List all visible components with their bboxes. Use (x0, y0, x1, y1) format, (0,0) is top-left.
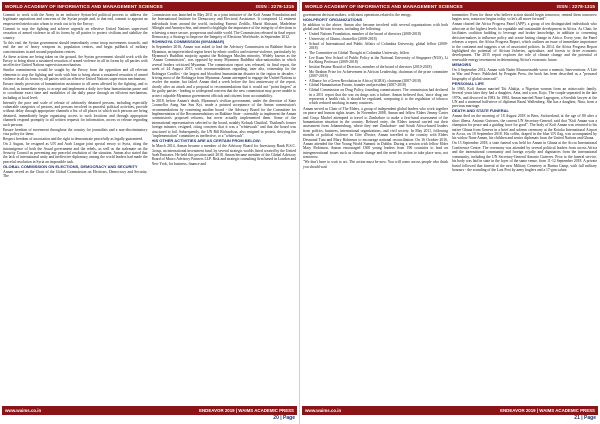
paragraph: Commit to work with the Army in an inclusive Syrian-led political process to address the legitimate aspirations and concerns of the Syrian people and, to that end, commit to appoint an empowered interlocutor whom to reach out to by the Envoy; (3, 13, 148, 26)
list-item: • University of Ghana, chancellor (2008-2018) (303, 37, 448, 41)
column-2 (152, 13, 297, 404)
column-1 (303, 13, 448, 404)
section-heading: ROHINGYA COMMISSION (MYANMAR) (151, 39, 225, 45)
footer-bar (2, 406, 297, 415)
list-item: • Institut Pasteur Board of Directors, member of the board of directors (2010-2018) (303, 65, 448, 69)
journal-name: WORLD ACADEMY OF INFORMATICS AND MANAGEMENT SCIENCES (305, 4, 463, 9)
list-item: • Lee Kuan Yew School of Public Policy at the National University of Singapore (NUS), Li Ka Shing Professor (2009-2018) (303, 56, 448, 65)
paragraph: Annan chaired the Africa Progress Panel (APP), a group of ten distinguished individuals who advocate at the highest levels for equitable and sustainable development in Africa. As Chair, he facilitates coalition building to leverage and broker knowledge, in addition to convening decision-makers to influence policy and create lasting change in Africa. Every year, the Panel releases a report, the Africa Progress Report, which outlines an issue of immediate importance to the continent and suggests a set of associated policies. In 2014, the Africa Progress Report highlighted the potential of African fisheries, agriculture, and forests to drive economic development. The 2015 report explores the role of climate change and the potential of renewable energy investment in determining Africa's economic future. (452, 22, 597, 62)
list-item: • Alliance for a Green Revolution in Africa (AGRA), chairman (2007-2018) (303, 79, 448, 83)
footer-publication: ENDEAVOR 2019 | WAIMS ACADEMIC PRESS (500, 408, 595, 413)
paragraph: Annan died on the morning of 18 August 2018 in Bern, Switzerland, at the age of 80 after a short illness. Antonio Guterres, the current UN Secretary-General, said that "Kofi Annan was a champion for peace and a guiding force for good". The body of Kofi Annan was returned to his native Ghana from Geneva in a brief and solemn ceremony at the Kotoka International Airport in Accra, on 10 September 2018. His coffin, draped in the blue UN flag, was accompanied by his widow Nane Annan, his children and senior diplomats from the United Nations and Ghana. (452, 114, 597, 141)
journal-name: WORLD ACADEMY OF INFORMATICS AND MANAGEMENT SCIENCES (5, 4, 163, 9)
paragraph: Commit to stop the fighting and achieve urgently an effective United Nations supervised cessation of armed violence in all its forms by all parties to protect civilians and stabilize the country. (3, 26, 148, 40)
list-item: • Global Commission on Drug Policy, founding commissioner. The commission had declared in a 2011 report that the war on drugs was a failure. Annan believed that, 'since drug use represents a health risk, it should be regulated, comparing it to the regulation of tobacco which reduced smoking in many countries. (303, 88, 448, 106)
text-columns (303, 13, 597, 404)
paragraph: government decision makers, with most operations related to the energy. (303, 13, 412, 17)
paragraph: "We don't have to wait to act. The action must be now. You will come across people who think you should wait (303, 160, 448, 169)
section-heading: NON-PROFIT ORGANIZATIONS (303, 17, 363, 23)
header-bar (302, 2, 598, 11)
bullet-list (303, 32, 448, 105)
paragraph: Respect freedom of association and the right to demonstrate peacefully as legally guaranteed. (3, 137, 144, 142)
column-2 (452, 13, 597, 404)
paragraph: As these actions are being taken on the ground, the Syrian government should work with the Envoy to bring about a sustained cessation of armed violence in all its forms by all parties with an effective United Nations supervision mechanism. (3, 54, 148, 68)
paragraph: Annan served as the Chair of the Global Commission on Elections, Democracy and Security. The (3, 169, 148, 179)
paragraph: Ensure freedom of movement throughout the country for journalists and a non-discriminatory visa policy for them; (3, 127, 148, 137)
paragraph: To this end, the Syrian government should immediately cease troop movements towards, and end the use of heavy weapons in, population centres, and begin pullback of military concentrations in and around population centres. (3, 40, 148, 54)
paragraph: On 4 September 2012, Annan with Nader Mousavizadeh wrote a memoir, Interventions: A Life in War and Peace. Published by Penguin Press, the book has been described as a "personal biography of global statecraft". (452, 67, 597, 81)
paragraph: On 2 August, he resigned as UN and Arab League joint special envoy to Syria, citing the intransigence of both the Assad government and the rebels, as well as the stalemate on the Security Council as preventing any peaceful resolution of the situation. Annan also stated that the lack of international unity and ineffective diplomacy among the world leaders had made the peaceful resolution in Syria an impossible task. (3, 142, 148, 164)
list-item: • Global Humanitarian Forum, founder and president (2007-2018) (303, 83, 448, 87)
issn: ISSN : 2278-1315 (556, 4, 595, 9)
page-number: 21 | Page (574, 415, 596, 421)
paragraph: Ensure timely provision of humanitarian assistance to all areas affected by the fighting, and to this end, as immediate steps, to accept and implement a daily two-hour humanitarian pause and to coordinate exact time and modalities of the daily pause through an efficient mechanism, including at local level; (3, 82, 148, 100)
paragraph: In addition to the above, Annan also became involved with several organizations with both global and African focuses, including the following: (303, 23, 448, 32)
paragraph: In March 2014, Annan became a member of the Advisory Board for Investcorp Bank B.S.C. Group, an international investment fund, by several strategic worlds listed created by the United Arab Emirates. He held this position until 2018. Annan became member of the Global Advisory Board of Macro Advisory Partners LLP. Risk and strategic consulting firm based in London and New York, for business, finance and (151, 144, 296, 166)
website-link[interactable]: www.waims.co.in (5, 408, 42, 413)
header-bar (2, 2, 297, 11)
section-heading: GLOBAL COMMISSION ON ELECTIONS, DEMOCRACY AND SECURITY (3, 163, 138, 169)
website-link[interactable]: www.waims.co.in (305, 408, 342, 413)
issn: ISSN : 2278-1315 (255, 4, 294, 9)
footer-bar (302, 406, 598, 415)
right-page (300, 0, 600, 424)
paragraph: Commission was launched in May 2011 as a joint initiative of the Kofi Annan Foundation and the International Institute for Democracy and Electoral Assistance. It comprised 12 eminent individuals from around the world, including Ernesto Zedillo, Martti Ahtisaari, Madeleine Albright and Amartya Sen, and aimed to highlight the importance of the integrity of elections to achieving a more secure, prosperous and stable world. The Commission released its final report: Democracy, a Strategy to Improve the Integrity of Elections Worldwide, in September 2012. (151, 13, 296, 40)
paragraph: In 2018, before Annan's death, Myanmar's civilian government, under the direction of State Counsellor Aung San Suu Kyi, made a pointed acceptance of the Annan commission's recommendations by convening another board - the Advisory Board for the Committee for Implementation of the Recommendations on Rakhine State - ostensibly to implement the Annan commission's proposed reforms, but never actually implemented them. Some of the international representatives selected to the board, notably Kobsak Chutikul, Thailand's former foreign minister, resigned, citing concerns that it was a "whitewash" and that the board was structured to fail. Subsequently, the UN Bill Richardson, also resigned in protest, decrying the "implementation" committee as ineffective, or a "whitewash". (151, 98, 296, 139)
paragraph: Annan served as Chair of The Elders, a group of independent global leaders who work together on peace and human rights issues. In November 2008, Annan and fellow Elders Jimmy Carter and Graça Machel attempted to travel to Zimbabwe to make a first-hand assessment of the humanitarian situation in the country. Refused entry, the Elders instead carried out their assessment from Johannesburg, where they met Zimbabwe- and South Africa-based leaders from politics, business, international organizations, and civil society. In May 2011, following months of political violence in Côte d'Ivoire, Annan travelled to the country with Elders Desmond Tutu and Mary Robinson to encourage national reconciliation. On 16 October 2016, Annan attended the One Young World Summit in Dublin. During a session with fellow Elder Mary Robinson, Annan encouraged 1300 young leaders from 196 countries to lead on intergenerational issues such as climate change and the need for action to take place now, not tomorrow. (303, 106, 448, 160)
paragraph: On 13 September 2018, a state funeral was held for Annan in Ghana at the Accra International Conference Centre. The ceremony was attended by several political leaders from across Africa and the international community and foreign royalty and dignitaries from the international community, including the UN Secretary-General Antonio Guterres. Prior to the funeral service, his body was laid in state in the foyer of the same venue, from 11-12 September 2018. A private burial followed that funeral at the new Military Cemetery at Burma Camp, with full military honours - the sounding of the Last Post by army buglers and a 17-gun salute. (452, 141, 597, 172)
paragraph: In September 2016, Annan was asked to lead the Advisory Commission on Rakhine State in Myanmar, an impoverished region beset by ethnic conflict and extreme violence, particularly by Myanmar's Buddhist majority against the Rohingya Muslim minority. Widely known as the "Annan Commission", was opposed by many Myanmar Buddhist ultra-nationalists in which several leaders criticized Myanmar. The commission report was released, its final report, the week of 24 August 2017, with recommendations regarding, inter alia, citizenship for the Rohingya Conflict - the largest and bloodiest humanitarian disaster in the region in decades - driving most of the Rohingya from Myanmar. Annan attempted to engage the United Nations to resolve the matter, but failed. Annan died a week before the first anniversary of the report, shortly after an attack and a proposal to recommendations that it would not "point fingers" at the guilty parties - leading to widespread concern that the new commission may prove unable to protect culpable Myanmar government officials and citizens from accountability. (151, 45, 296, 98)
section-heading: DEATH AND STATE FUNERAL (452, 108, 509, 114)
paragraph: In 1965, Kofi Annan married Titi Alakija, a Nigerian woman from an aristocratic family. Several years later they had a daughter, Ama, and a son, Kojo. The couple separated in the late 1970s, and divorced in 1983. In 1984, Annan married Nane Lagergren, a Swedish lawyer at the UN and a maternal half-niece of diplomat Raoul Wallenberg. She has a daughter, Nina, from a previous marriage. (452, 86, 597, 109)
list-item: • United Nations Foundation, member of the board of directors (2008-2018) (303, 32, 448, 36)
paragraph: Similar commitments would be sought by the Envoy from the opposition and all relevant elements to stop the fighting and work with him to bring about a sustained cessation of armed violence in all its forms by all parties with an effective United Nations supervision mechanism; (3, 68, 148, 82)
section-heading: MEMOIRS (452, 61, 472, 67)
page-number: 20 | Page (273, 415, 295, 421)
section-heading: PERSONAL LIFE (452, 80, 484, 86)
list-item: • Mo Ibrahim Prize for Achievement in African Leadership, chairman of the prize committee (2007-2018) (303, 70, 448, 79)
list-item: • The Committee on Global Thought at Columbia University, fellow (303, 51, 448, 55)
paragraph: transmitter. Even for those who believe action should begin tomorrow, remind them tomorrow begins now, tomorrow begins today, so let's all move forward". (452, 13, 597, 22)
text-columns (3, 13, 296, 404)
paragraph: Intensify the pace and scale of release of arbitrarily detained persons, including especially vulnerable categories of persons, and persons involved in peaceful political activities, provide without delay through appropriate channels a list of all places in which such persons are being detained, immediately begin organizing access to such locations and through appropriate channels respond promptly to all written requests for information, access or release regarding such persons; (3, 100, 148, 127)
list-item: • School of International and Public Affairs of Columbia University, global fellow (2009-2018) (303, 42, 448, 51)
footer-publication: ENDEAVOR 2019 | WAIMS ACADEMIC PRESS (199, 408, 294, 413)
section-heading: HIS OTHER ACTIVITIES ARE AS CERTAIN FROM BELOW: (151, 138, 261, 144)
column-1 (3, 13, 148, 404)
